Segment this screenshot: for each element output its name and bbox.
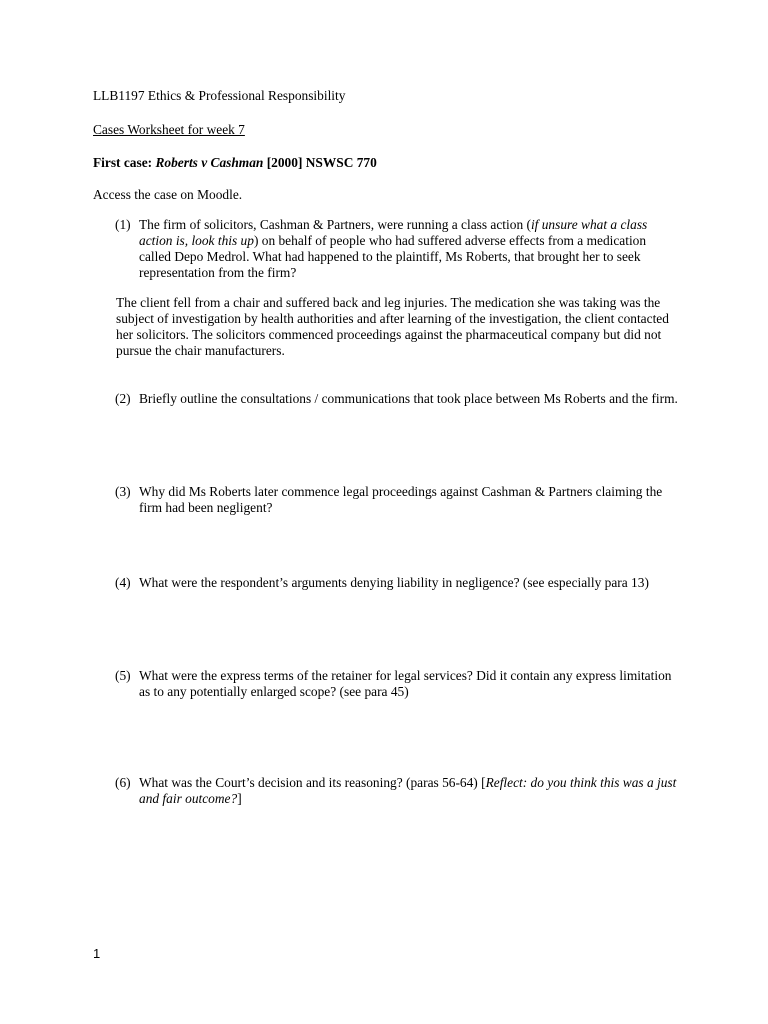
- question-italic-note: Reflect: do you think this was a just and fair outcome?: [139, 775, 677, 806]
- page-number: 1: [93, 946, 101, 961]
- question-text: Why did Ms Roberts later commence legal proceedings against Cashman & Partners claiming the firm had been negligent?: [139, 484, 663, 515]
- question-text: The firm of solicitors, Cashman & Partners, were running a class action (if unsure what a class action is, look this up) on behalf of people who had suffered adverse effects from a medication called Depo Medrol. What had happened to the plaintiff, Ms Roberts, that brought her to seek representation from the firm?: [139, 217, 648, 280]
- question-text: Briefly outline the consultations / communications that took place between Ms Roberts and the firm.: [139, 391, 678, 406]
- course-title: LLB1197 Ethics & Professional Responsibility: [93, 88, 346, 103]
- question-italic-note: if unsure what a class action is, look this up: [139, 217, 648, 248]
- case-heading: [93, 155, 377, 171]
- access-note: Access the case on Moodle.: [93, 187, 243, 202]
- question-2: [115, 391, 680, 407]
- answer-1: The client fell from a chair and suffered back and leg injuries. The medication she was taking was the subject of investigation by health authorities and after learning of the investigation, the client contacted her solicitors. The solicitors commenced proceedings against the pharmaceutical company but did not pursue the chair manufacturers.: [116, 295, 669, 358]
- question-3: [115, 484, 680, 516]
- question-text: What was the Court’s decision and its reasoning? (paras 56-64) [Reflect: do you think this was a just and fair outcome?]: [139, 775, 677, 806]
- question-text: What were the respondent’s arguments denying liability in negligence? (see especially para 13): [139, 575, 649, 590]
- question-number: (6): [115, 775, 131, 790]
- case-prefix: First case:: [93, 155, 156, 170]
- question-number: (2): [115, 391, 131, 406]
- question-number: (3): [115, 484, 131, 499]
- question-4: [115, 575, 680, 591]
- question-5: [115, 668, 680, 700]
- case-name: Roberts v Cashman: [155, 155, 264, 170]
- question-1: [115, 217, 680, 281]
- question-number: (5): [115, 668, 131, 683]
- case-citation: [2000] NSWSC 770: [263, 155, 377, 170]
- question-number: (4): [115, 575, 131, 590]
- question-6: [115, 775, 680, 807]
- worksheet-title: Cases Worksheet for week 7: [93, 122, 245, 137]
- question-number: (1): [115, 217, 131, 232]
- question-text: What were the express terms of the retainer for legal services? Did it contain any express limitation as to any potentially enlarged scope? (see para 45): [139, 668, 672, 699]
